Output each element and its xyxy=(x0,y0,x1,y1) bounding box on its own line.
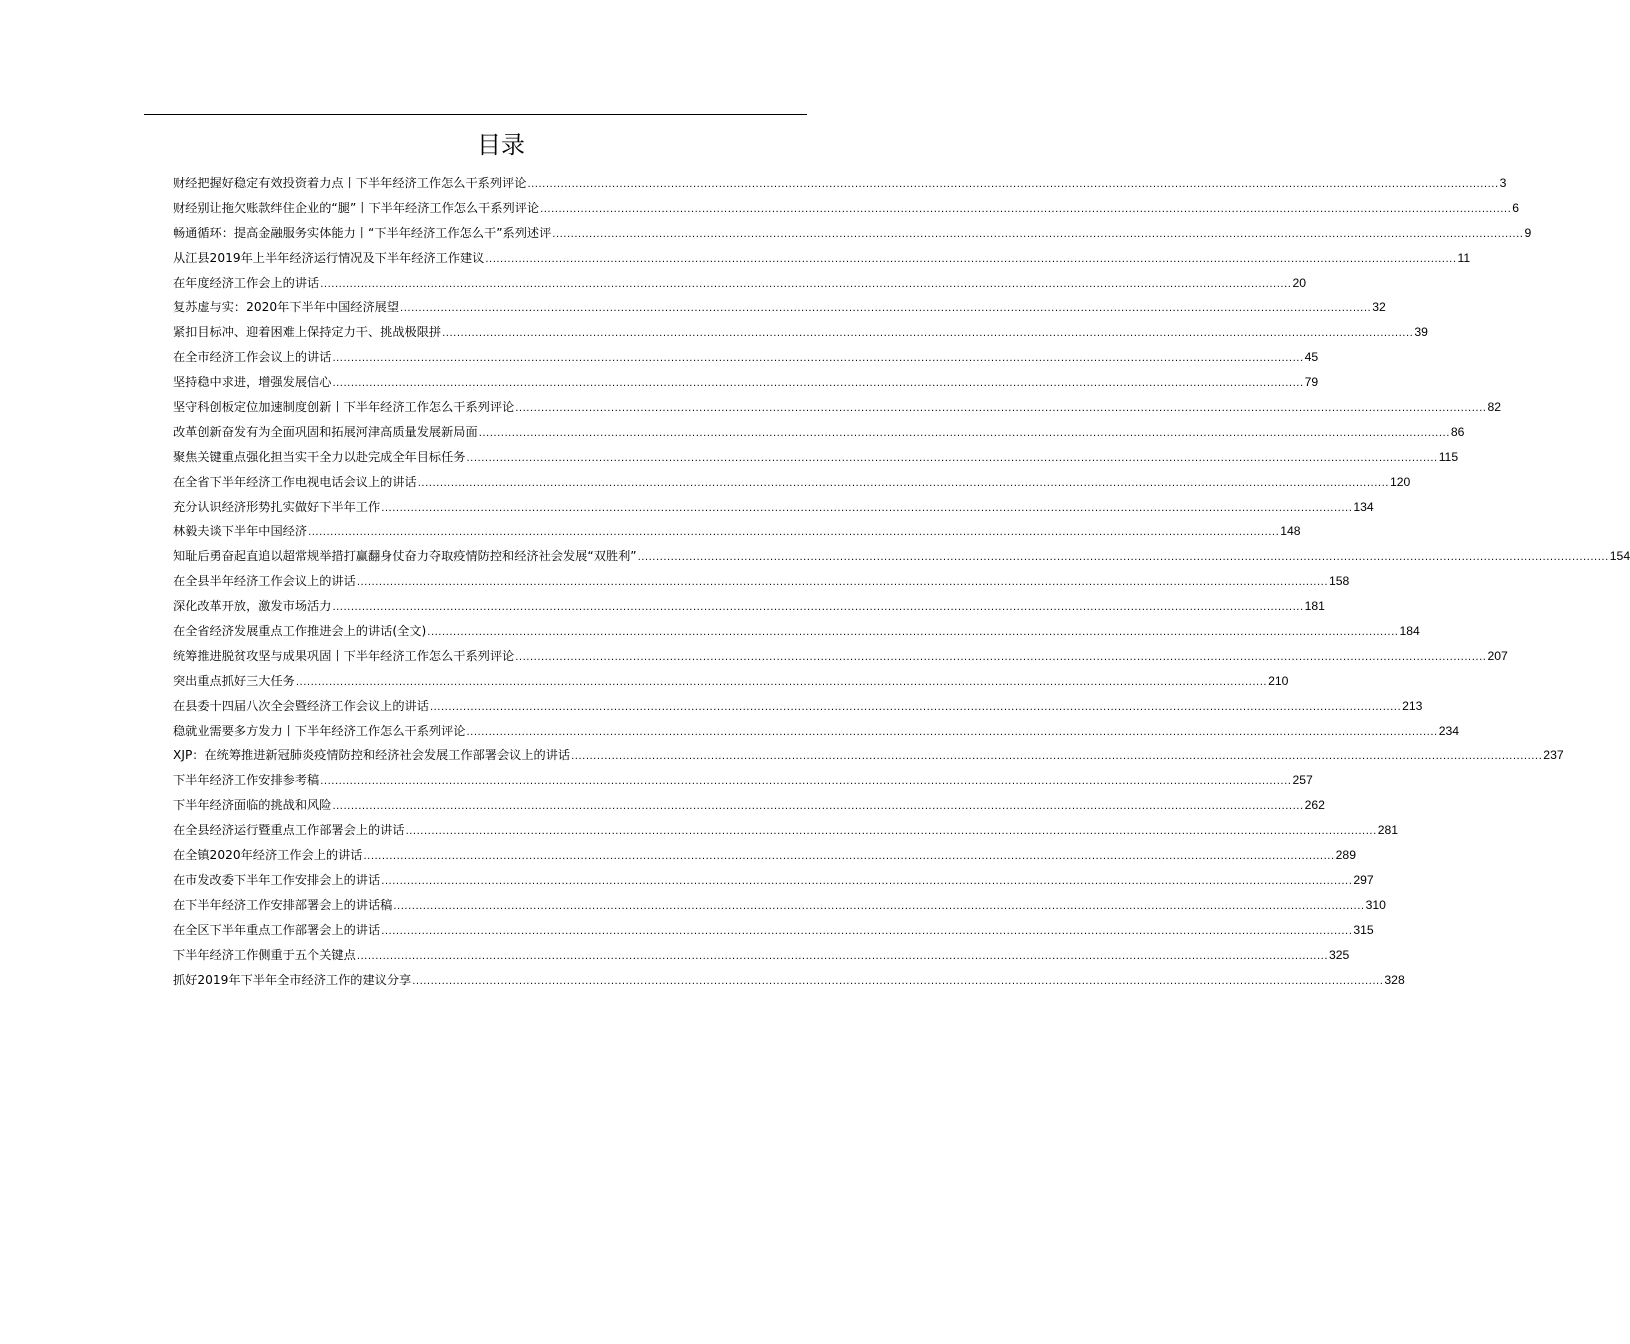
toc-dot-leader xyxy=(332,347,1303,372)
toc-dot-leader xyxy=(381,870,1352,895)
toc-entry[interactable] xyxy=(173,943,1350,968)
toc-entry-title: 充分认识经济形势扎实做好下半年工作 xyxy=(173,499,381,514)
toc-dot-leader xyxy=(485,248,1456,273)
toc-dot-leader xyxy=(308,521,1279,546)
toc-entry[interactable] xyxy=(173,544,1630,569)
toc-page-number: 207 xyxy=(1487,648,1508,663)
toc-dot-leader xyxy=(479,422,1450,447)
toc-dot-leader xyxy=(320,770,1291,795)
toc-entry[interactable] xyxy=(173,619,1420,644)
toc-dot-leader xyxy=(381,497,1352,522)
toc-entry[interactable] xyxy=(173,818,1399,843)
toc-dot-leader xyxy=(296,671,1267,696)
toc-entry[interactable] xyxy=(173,395,1501,420)
toc-dot-leader xyxy=(400,297,1371,322)
toc-entry-title: 坚守科创板定位加速制度创新丨下半年经济工作怎么干系列评论 xyxy=(173,400,515,415)
toc-entry-title: 抓好2019年下半年全市经济工作的建议分享 xyxy=(173,972,412,987)
toc-page-number: 210 xyxy=(1268,673,1289,688)
toc-entry-title: 稳就业需要多方发力丨下半年经济工作怎么干系列评论 xyxy=(173,723,466,738)
toc-dot-leader xyxy=(467,721,1438,746)
toc-entry[interactable] xyxy=(173,345,1319,370)
toc-dot-leader xyxy=(357,945,1328,970)
toc-entry[interactable] xyxy=(173,370,1319,395)
toc-page-number: 325 xyxy=(1329,947,1350,962)
toc-title: 目录 xyxy=(477,131,525,159)
toc-entry-title: 在县委十四届八次全会暨经济工作会议上的讲话 xyxy=(173,698,429,713)
toc-entry-title: 在全县经济运行暨重点工作部署会上的讲话 xyxy=(173,823,405,838)
toc-page-number: 9 xyxy=(1524,225,1532,240)
toc-page-number: 262 xyxy=(1304,798,1325,813)
toc-entry-title: 下半年经济工作安排参考稿 xyxy=(173,773,320,788)
toc-entry[interactable] xyxy=(173,719,1460,744)
toc-entry-title: 坚持稳中求进，增强发展信心 xyxy=(173,375,332,390)
toc-entry[interactable] xyxy=(173,171,1507,196)
toc-entry[interactable] xyxy=(173,246,1471,271)
toc-dot-leader xyxy=(418,472,1389,497)
toc-dot-leader xyxy=(412,970,1383,995)
toc-page-number: 234 xyxy=(1438,723,1460,738)
toc-entry-title: XJP：在统筹推进新冠肺炎疫情防控和经济社会发展工作部署会议上的讲话 xyxy=(173,748,571,763)
toc-dot-leader xyxy=(363,845,1334,870)
toc-page-number: 237 xyxy=(1543,748,1564,763)
toc-entry-title: 在下半年经济工作安排部署会上的讲话稿 xyxy=(173,897,393,912)
toc-page-number: 297 xyxy=(1353,872,1374,887)
toc-dot-leader xyxy=(393,895,1364,920)
toc-entry-title: 深化改革开放，激发市场活力 xyxy=(173,599,332,614)
toc-entry[interactable] xyxy=(173,519,1301,544)
toc-dot-leader xyxy=(571,745,1542,770)
toc-dot-leader xyxy=(638,546,1609,571)
toc-entry-title: 在全市经济工作会议上的讲话 xyxy=(173,350,332,365)
toc-page-number: 158 xyxy=(1329,574,1350,589)
toc-entry-title: 聚焦关键重点强化担当实干全力以赴完成全年目标任务 xyxy=(173,449,466,464)
toc-entry[interactable] xyxy=(173,470,1411,495)
toc-dot-leader xyxy=(320,273,1291,298)
toc-page-number: 154 xyxy=(1609,549,1630,564)
toc-entry[interactable] xyxy=(173,893,1386,918)
toc-entry[interactable] xyxy=(173,843,1356,868)
toc-entry-title: 紧扣目标冲、迎着困难上保持定力干、挑战极限拼 xyxy=(173,325,442,340)
toc-page-number: 86 xyxy=(1450,424,1465,439)
toc-entry-title: 林毅夫谈下半年中国经济 xyxy=(173,524,308,539)
toc-entry[interactable] xyxy=(173,271,1306,296)
toc-page-number: 148 xyxy=(1280,524,1301,539)
toc-page-number: 11 xyxy=(1457,250,1471,265)
toc-entry[interactable] xyxy=(173,445,1459,470)
toc-entry-title: 复苏虚与实：2020年下半年中国经济展望 xyxy=(173,300,400,315)
toc-dot-leader xyxy=(527,173,1498,198)
toc-page-number: 315 xyxy=(1353,922,1374,937)
toc-entry[interactable] xyxy=(173,868,1374,893)
toc-entry[interactable] xyxy=(173,420,1465,445)
toc-entry-title: 在全省下半年经济工作电视电话会议上的讲话 xyxy=(173,474,417,489)
toc-dot-leader xyxy=(515,646,1486,671)
toc-entry-title: 在全县半年经济工作会议上的讲话 xyxy=(173,574,356,589)
toc-entry[interactable] xyxy=(173,968,1405,993)
toc-entry[interactable] xyxy=(173,743,1564,768)
toc-page-number: 6 xyxy=(1512,200,1520,215)
toc-page-number: 45 xyxy=(1304,350,1319,365)
toc-entry-title: 下半年经济面临的挑战和风险 xyxy=(173,798,332,813)
toc-dot-leader xyxy=(406,820,1377,845)
toc-page-number: 39 xyxy=(1414,325,1428,340)
toc-dot-leader xyxy=(552,223,1523,248)
toc-page-number: 310 xyxy=(1365,897,1386,912)
toc-entry-title: 统筹推进脱贫攻坚与成果巩固丨下半年经济工作怎么干系列评论 xyxy=(173,648,515,663)
toc-entry-title: 在市发改委下半年工作安排会上的讲话 xyxy=(173,872,381,887)
toc-page-number: 32 xyxy=(1372,300,1386,315)
toc-entry[interactable] xyxy=(173,196,1520,221)
toc-entry[interactable] xyxy=(173,295,1386,320)
toc-entry-title: 财经别让拖欠账款绊住企业的“腿”丨下半年经济工作怎么干系列评论 xyxy=(173,200,540,215)
toc-entry[interactable] xyxy=(173,644,1508,669)
toc-page-number: 281 xyxy=(1377,823,1399,838)
toc-dot-leader xyxy=(357,571,1328,596)
toc-page-number: 213 xyxy=(1402,698,1423,713)
toc-entry[interactable] xyxy=(173,320,1428,345)
toc-list xyxy=(173,171,1630,992)
toc-dot-leader xyxy=(467,447,1438,472)
toc-dot-leader xyxy=(332,596,1303,621)
toc-entry-title: 财经把握好稳定有效投资着力点丨下半年经济工作怎么干系列评论 xyxy=(173,176,527,190)
toc-dot-leader xyxy=(540,198,1511,223)
toc-page-number: 134 xyxy=(1353,499,1374,514)
toc-page-number: 3 xyxy=(1499,176,1507,190)
toc-page-number: 115 xyxy=(1438,449,1459,464)
toc-entry-title: 从江县2019年上半年经济运行情况及下半年经济工作建议 xyxy=(173,250,485,265)
toc-page-number: 120 xyxy=(1389,474,1411,489)
toc-entry[interactable] xyxy=(173,569,1350,594)
toc-entry-title: 改革创新奋发有为全面巩固和拓展河津高质量发展新局面 xyxy=(173,424,478,439)
toc-entry[interactable] xyxy=(173,221,1532,246)
toc-entry-title: 突出重点抓好三大任务 xyxy=(173,673,295,688)
toc-dot-leader xyxy=(515,397,1486,422)
toc-page-number: 82 xyxy=(1487,400,1501,415)
toc-page-number: 181 xyxy=(1304,599,1325,614)
toc-entry[interactable] xyxy=(173,768,1313,793)
toc-entry[interactable] xyxy=(173,694,1423,719)
toc-entry-title: 下半年经济工作侧重于五个关键点 xyxy=(173,947,356,962)
toc-page-number: 257 xyxy=(1292,773,1313,788)
toc-page-number: 289 xyxy=(1335,848,1356,863)
toc-entry[interactable] xyxy=(173,793,1325,818)
toc-entry-title: 在年度经济工作会上的讲话 xyxy=(173,275,320,290)
toc-entry[interactable] xyxy=(173,594,1325,619)
toc-page-number: 184 xyxy=(1399,624,1420,639)
toc-entry-title: 畅通循环：提高金融服务实体能力丨“下半年经济工作怎么干”系列述评 xyxy=(173,225,552,240)
toc-entry-title: 知耻后勇奋起直追以超常规举措打赢翻身仗奋力夺取疫情防控和经济社会发展“双胜利” xyxy=(173,549,637,564)
toc-entry-title: 在全镇2020年经济工作会上的讲话 xyxy=(173,848,363,863)
toc-entry-title: 在全省经济发展重点工作推进会上的讲话(全文) xyxy=(173,624,427,639)
toc-entry[interactable] xyxy=(173,669,1289,694)
toc-page-number: 79 xyxy=(1304,375,1319,390)
toc-page-number: 20 xyxy=(1292,275,1306,290)
toc-entry-title: 在全区下半年重点工作部署会上的讲话 xyxy=(173,922,381,937)
toc-entry[interactable] xyxy=(173,495,1374,520)
toc-dot-leader xyxy=(427,621,1398,646)
toc-dot-leader xyxy=(381,920,1352,945)
toc-entry[interactable] xyxy=(173,918,1374,943)
header-rule xyxy=(144,114,807,115)
toc-dot-leader xyxy=(332,372,1303,397)
toc-dot-leader xyxy=(430,696,1401,721)
toc-page-number: 328 xyxy=(1384,972,1405,987)
toc-dot-leader xyxy=(332,795,1303,820)
toc-dot-leader xyxy=(442,322,1413,347)
